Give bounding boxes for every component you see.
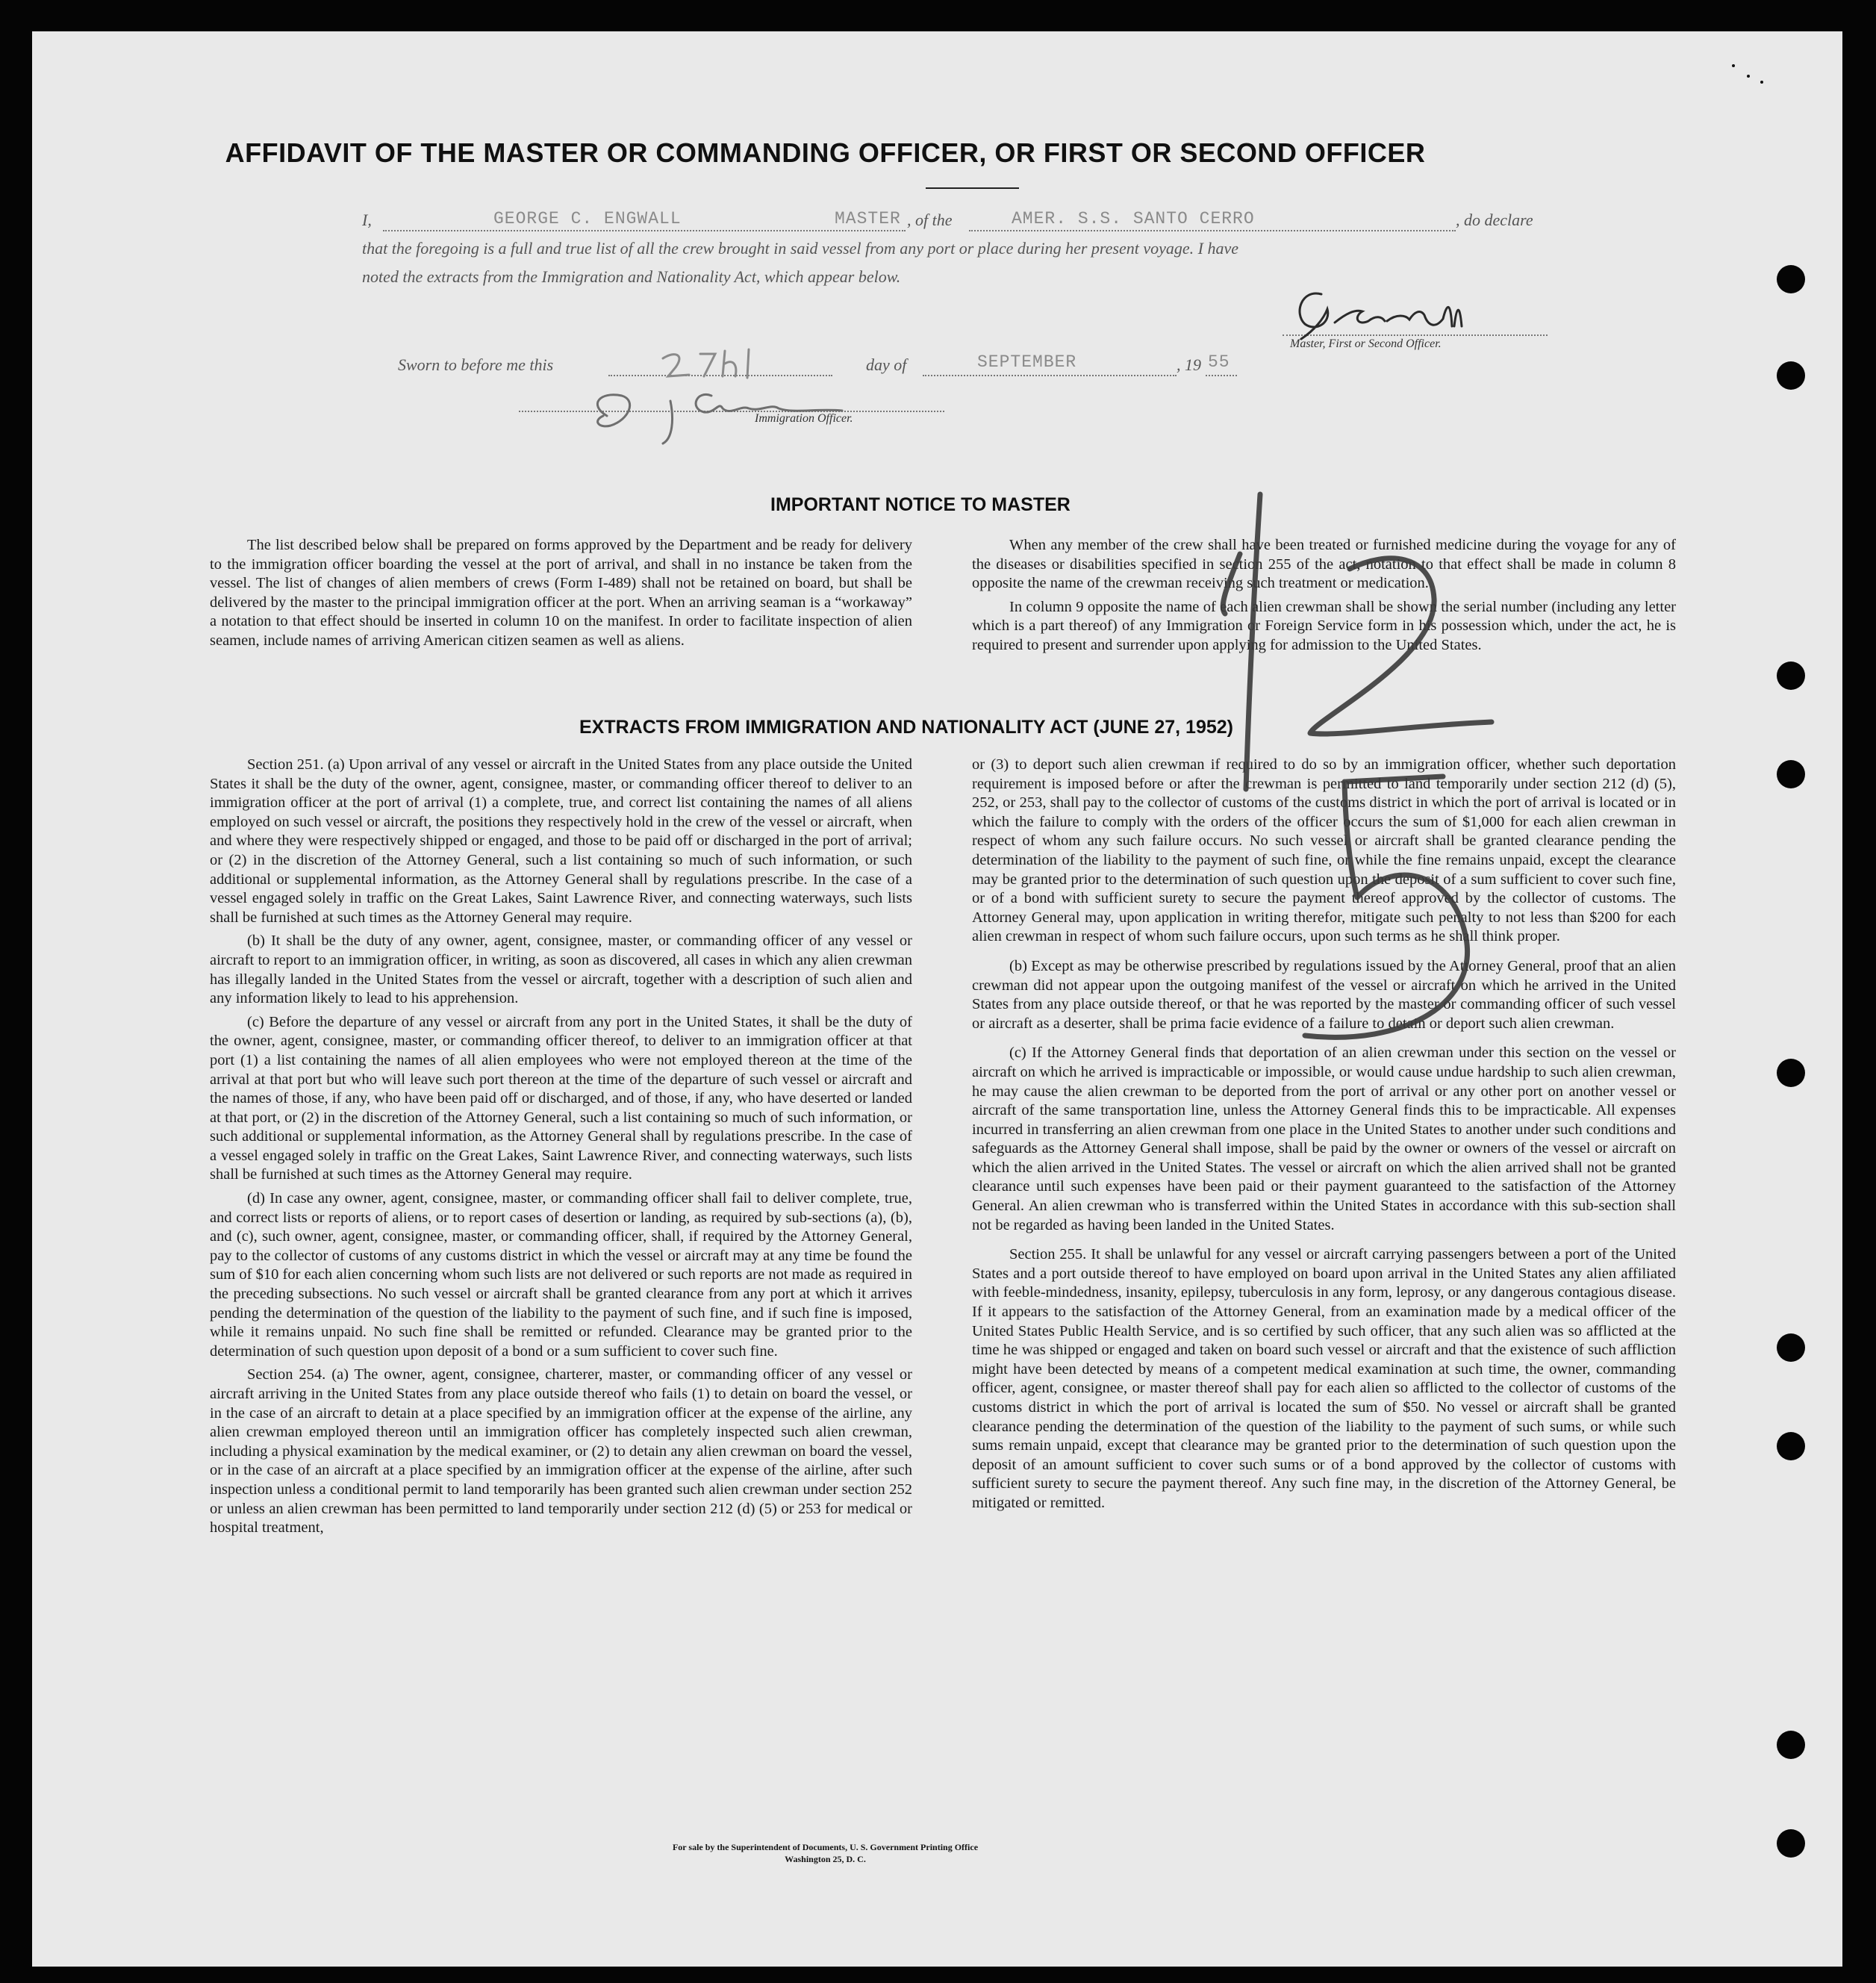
sworn-month: SEPTEMBER <box>977 352 1077 372</box>
punch-hole <box>1777 1059 1805 1087</box>
form-title: AFFIDAVIT OF THE MASTER OR COMMANDING OFFICER, OR FIRST OR SECOND OFFICER <box>225 137 1426 168</box>
declaration-prefix: I, <box>362 211 372 229</box>
section-254a-continued: or (3) to deport such alien crewman if required to do so by an immigration officer, whether such deportation requirement is imposed before or after the crewman is permitted to land temporarily under section 212 (d) (5), 252, or 253, shall pay to the collector of customs of the customs district in which the port of arrival is located or in which the failure to comply with the orders of the officer occurs the sum of $1,000 for each alien crewman in respect of whom any such failure occurs. No such vessel or aircraft shall be granted clearance pending the determination of the liability to the payment of such fine, or while the fine remains unpaid, except the clearance may be granted prior to the determination of such question upon the deposit of a sum sufficient to cover such fine, or of a bond with sufficient surety to secure the payment thereof approved by the collector of customs. The Attorney General may, upon application in writing therefor, mitigate such penalty to not less than $200 for each alien crewman in respect of whom such failure occurs, upon such terms as he shall think proper. <box>972 756 1676 945</box>
master-name: GEORGE C. ENGWALL <box>493 209 682 228</box>
vessel-name: AMER. S.S. SANTO CERRO <box>1012 209 1255 228</box>
section-251b: (b) It shall be the duty of any owner, agent, consignee, master, or commanding officer of any vessel or aircraft to report to an immigration officer, in writing, as soon as discovered, all cases in which any alien crewman has illegally landed in the United States from the vessel or aircraft, together with a description of such alien and any information likely to lead to his apprehension. <box>210 933 912 1007</box>
handwriting-overlay <box>32 31 1842 1967</box>
section-254c: (c) If the Attorney General finds that deportation of an alien crewman under this section on the vessel or aircraft on which he arrived is impracticable or impossible, or would cause undue hardship to such alien crewman, he may cause the alien crewman to be deported from the port of arrival or any other port on another vessel or aircraft of the same transportation line, unless the Attorney General finds this to be impracticable. All expenses incurred in transferring an alien crewman from one place in the United States to another under such conditions and safeguards as the Attorney General shall impose, shall be paid by the owner or owners of the vessel or aircraft on which the alien arrived in the United States. The vessel or aircraft on which the alien arrived shall not be granted clearance until such expenses have been paid or their payment guaranteed to the satisfaction of the Attorney General. An alien crewman who is transferred within the United States in accordance with this sub-section shall not be regarded as having been landed in the United States. <box>972 1045 1676 1233</box>
pencil-annotation <box>1223 494 1492 1037</box>
notice-left-paragraph: The list described below shall be prepared on forms approved by the Department and be ready for delivery to the immigration officer boarding the vessel at the port of arrival, and shall in no instance be taken from the vessel. The list of changes of alien members of crews (Form I-489) shall not be retained on board, but shall be delivered by the master to the principal immigration officer at the port. When an arriving seaman is a “workaway” a notation to that effect should be inserted in column 10 on the manifest. In order to facilitate inspection of alien seamen, include names of arriving American citizen seamen as well as aliens. <box>210 537 912 649</box>
declaration-of-the: , of the <box>907 211 953 229</box>
sworn-day-of: day of <box>866 355 907 374</box>
section-255: Section 255. It shall be unlawful for any vessel or aircraft carrying passengers between a port of the United States and a port outside thereof to have employed on board upon arrival in the United States any alien affiliated with feeble-mindedness, insanity, epilepsy, tuberculosis in any form, leprosy, or any dangerous contagious disease. If it appears to the satisfaction of the Attorney General, from an examination made by a medical officer of the United States Public Health Service, and is so certified by such officer, that any such alien was so afflicted at the time he was shipped or engaged and taken on board such vessel or aircraft and that the existence of such affliction might have been detected by means of a competent medical examination at such time, the owner, commanding officer, agent, consignee, or master thereof shall pay for each alien so afflicted to the collector of customs of the customs district in which the port of arrival is located the sum of $50. No vessel or aircraft shall be granted clearance pending the determination of the question of the liability to the payment of such sums, or while such sums remain unpaid, except that clearance may be granted prior to the determination of such question upon the deposit of an amount sufficient to cover such sums or of a bond approved by the collector of customs with sufficient surety to secure the payment thereof. Any such fine may, in the discretion of the Attorney General, be mitigated or remitted. <box>972 1246 1676 1511</box>
footer-line-2: Washington 25, D. C. <box>785 1854 866 1864</box>
scan-speck <box>1760 81 1763 84</box>
notice-heading: IMPORTANT NOTICE TO MASTER <box>770 494 1071 515</box>
master-rank: MASTER <box>835 209 901 228</box>
section-251d: (d) In case any owner, agent, consignee, master, or commanding officer shall fail to deliver complete, true, and correct lists or reports of aliens, or to report cases of desertion or landing, as required by sub-sections (a), (b), and (c), such owner, agent, consignee, master, or commanding officer, shall, if required by the Attorney General, pay to the collector of customs of any customs district in which the vessel or aircraft may at any time be found the sum of $10 for each alien concerning whom such lists are not delivered or such reports are not made as required in the preceding subsections. No such vessel or aircraft shall be granted clearance from any port at which it arrives pending the determination of the question of the liability to the payment of such fine, and if such fine is imposed, while it remains unpaid. No such fine shall be remitted or refunded. Clearance may be granted prior to the determination of such question upon deposit of a bond or a sum sufficient to cover such fine. <box>210 1190 912 1360</box>
punch-hole <box>1777 1432 1805 1460</box>
sworn-prefix: Sworn to before me this <box>398 355 554 374</box>
punch-hole <box>1777 1829 1805 1858</box>
section-251a: Section 251. (a) Upon arrival of any vessel or aircraft in the United States from any place outside the United States it shall be the duty of the owner, agent, consignee, master, or commanding officer thereof to deliver to an immigration officer at the port of arrival (1) a complete, true, and correct list containing the names of all aliens employed on such vessel or aircraft, the positions they respectively hold in the crew of the vessel or aircraft, when and where they were respectively shipped or engaged, and those to be paid off or discharged in the port of arrival; or (2) in the discretion of the Attorney General, such a list containing so much of such information, or such additional or supplemental information, as the Attorney General shall by regulations prescribe. In the case of a vessel engaged solely in traffic on the Great Lakes, Saint Lawrence River, and connecting waterways, such lists shall be furnished at such times as the Attorney General may require. <box>210 756 912 926</box>
officer-signature <box>597 394 842 443</box>
scan-speck <box>1747 75 1750 78</box>
punch-hole <box>1777 1333 1805 1362</box>
punch-hole <box>1777 661 1805 690</box>
punch-hole <box>1777 1731 1805 1759</box>
sworn-year-prefix: , 19 <box>1177 355 1201 374</box>
footer-line-1: For sale by the Superintendent of Documents, U. S. Government Printing Office <box>672 1842 979 1852</box>
document-page <box>32 31 1842 1967</box>
notice-right-paragraph-1: When any member of the crew shall have been treated or furnished medicine during the voyage for any of the diseases or disabilities specified in section 255 of the act, notation to that effect shall be made in column 8 opposite the name of the crewman receiving such treatment or medication. <box>972 537 1676 592</box>
scan-speck <box>1732 64 1735 67</box>
punch-hole <box>1777 361 1805 390</box>
extracts-heading: EXTRACTS FROM IMMIGRATION AND NATIONALITY ACT (JUNE 27, 1952) <box>579 717 1233 738</box>
notice-right-paragraph-2: In column 9 opposite the name of each alien crewman shall be shown the serial number (including any letter which is a part thereof) of any Immigration or Foreign Service form in his possession which, under the act, he is required to present and surrender upon applying for admission to the United States. <box>972 598 1676 653</box>
declaration-line-3: noted the extracts from the Immigration and Nationality Act, which appear below. <box>362 267 901 286</box>
section-254a: Section 254. (a) The owner, agent, consignee, charterer, master, or commanding officer of any vessel or aircraft arriving in the United States from any place outside thereof who fails (1) to detain on board the vessel, or in the case of an aircraft to detain at a place specified by an immigration officer at the expense of the airline, any alien crewman employed thereon until an immigration officer has completely inspected such alien crewman, including a physical examination by the medical examiner, or (2) to detain any alien crewman on board the vessel, or in the case of an aircraft at a place specified by an immigration officer at the expense of the airline, after such inspection unless a conditional permit to land temporarily has been granted such alien crewman under section 252 or unless an alien crewman has been permitted to land temporarily under section 212 (d) (5) or 253 for medical or hospital treatment, <box>210 1366 912 1537</box>
declaration-line-2: that the foregoing is a full and true list of all the crew brought in said vessel from any port or place during her present voyage. I have <box>362 239 1239 258</box>
declaration-suffix: , do declare <box>1456 211 1533 229</box>
section-251c: (c) Before the departure of any vessel or aircraft from any port in the United States, it shall be the duty of the owner, agent, consignee, master, or commanding officer thereof, to deliver to an immigration officer at that port (1) a list containing the names of all alien employees who were not employed thereon at the time of the arrival at that port but who will leave such port thereon at the time of the departure of such vessel or aircraft and the names of those, if any, who have been paid off or discharged, and of those, if any, who have deserted or landed at that port, or (2) in the discretion of the Attorney General, such a list containing so much of such information, or such additional or supplemental information, as the Attorney General shall by regulations prescribe. In the case of a vessel engaged solely in traffic on the Great Lakes, Saint Lawrence River, and connecting waterways, such lists shall be furnished at such times as the Attorney General may require. <box>210 1013 912 1183</box>
sworn-year: 55 <box>1208 352 1230 372</box>
section-254b: (b) Except as may be otherwise prescribed by regulations issued by the Attorney General, proof that an alien crewman did not appear upon the outgoing manifest of the vessel or aircraft on which he arrived in the United States from any place outside thereof, or that he was reported by the master or commanding officer of such vessel or aircraft as a deserter, shall be prima facie evidence of a failure to detain or deport such alien crewman. <box>972 957 1676 1032</box>
punch-hole <box>1777 265 1805 293</box>
officer-caption: Immigration Officer. <box>755 412 853 425</box>
master-signature <box>1300 293 1462 339</box>
punch-hole <box>1777 760 1805 788</box>
sworn-day-handwriting <box>663 349 749 378</box>
master-caption: Master, First or Second Officer. <box>1290 337 1442 350</box>
